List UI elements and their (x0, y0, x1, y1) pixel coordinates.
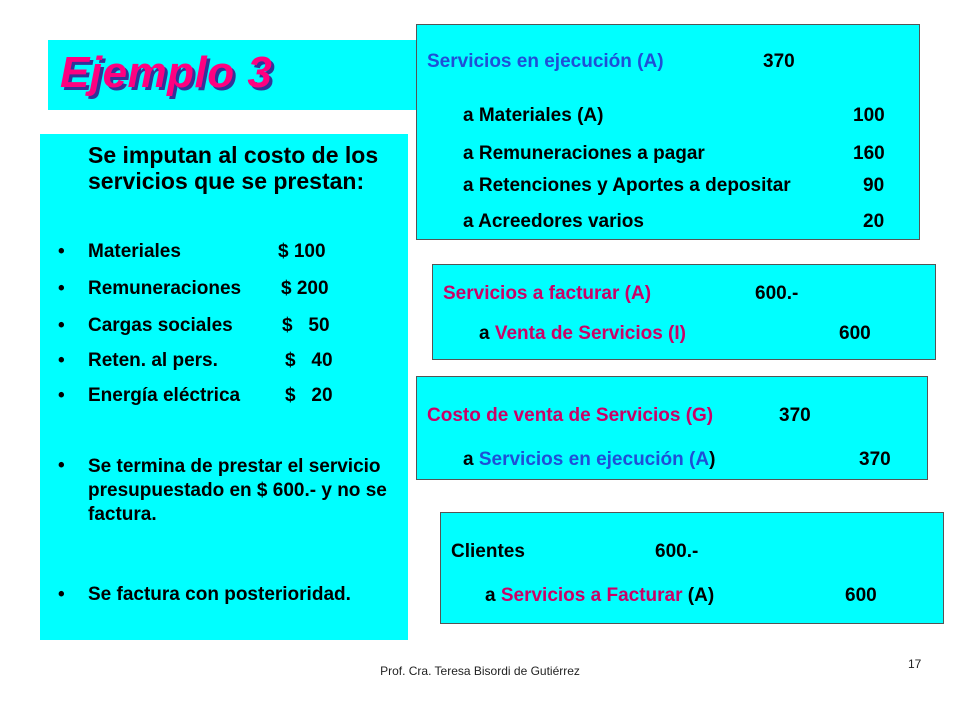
journal-entry-4 (440, 512, 944, 624)
credit-line-amount: 100 (853, 105, 885, 126)
credit-prefix: a (479, 323, 495, 344)
bullet-label: Energía eléctrica (88, 385, 241, 406)
footer-author: Prof. Cra. Teresa Bisordi de Gutiérrez (380, 664, 580, 678)
debit-account: Servicios a facturar (A) (443, 283, 652, 304)
bullet-label: Materiales (88, 241, 181, 262)
debit-account: Costo de venta de Servicios (G) (427, 405, 714, 426)
credit-suffix: ) (709, 449, 716, 470)
bullet-icon: • (58, 455, 65, 476)
credit-line (485, 585, 714, 607)
bullet-icon: • (58, 385, 65, 406)
debit-account: Clientes (451, 541, 525, 562)
credit-amount: 600 (845, 585, 877, 606)
bullet-icon: • (58, 278, 65, 299)
title-banner (48, 40, 416, 110)
bullet-amount: $ 50 (282, 315, 330, 336)
credit-account: Venta de Servicios (I) (494, 323, 686, 344)
bullet-label: Cargas sociales (88, 315, 233, 336)
bullet-icon: • (58, 315, 65, 336)
journal-entry-1 (416, 24, 920, 240)
bullet-amount: $ 100 (278, 241, 326, 262)
credit-line-label: a Materiales (A) (463, 105, 604, 126)
credit-prefix: a (463, 449, 479, 470)
credit-account: Servicios a Facturar (500, 585, 683, 606)
journal-entry-2 (432, 264, 936, 360)
credit-line-amount: 90 (863, 175, 885, 196)
credit-line-label: a Acreedores varios (463, 211, 644, 232)
bullet-paragraph: Se factura con posterioridad. (88, 584, 351, 605)
credit-line-label: a Retenciones y Aportes a depositar (463, 175, 791, 196)
credit-line-label: a Remuneraciones a pagar (463, 143, 705, 164)
bullet-icon: • (58, 241, 65, 262)
bullet-label: Remuneraciones (88, 278, 242, 299)
slide-title: Ejemplo 3 (60, 48, 273, 97)
bullet-amount: $ 20 (285, 385, 333, 406)
bullet-amount: $ 200 (281, 278, 329, 299)
bullet-amount: $ 40 (285, 350, 333, 371)
credit-account: Servicios en ejecución (A (478, 449, 710, 470)
credit-line (479, 323, 686, 345)
debit-amount: 370 (779, 405, 811, 426)
credit-prefix: a (485, 585, 501, 606)
credit-suffix: (A) (682, 585, 715, 606)
bullet-label: Reten. al pers. (88, 350, 218, 371)
intro-text: Se imputan al costo de los servicios que se prestan: (88, 142, 379, 194)
journal-entry-3 (416, 376, 928, 480)
bullet-icon: • (58, 350, 65, 371)
credit-amount: 370 (859, 449, 891, 470)
credit-line (463, 449, 715, 471)
debit-amount: 600.- (755, 283, 799, 304)
credit-line-amount: 20 (863, 211, 885, 232)
credit-amount: 600 (839, 323, 871, 344)
bullet-icon: • (58, 584, 65, 605)
page-number: 17 (908, 657, 922, 671)
left-panel (40, 134, 408, 640)
bullet-paragraph: Se termina de prestar el servicio presupuestado en $ 600.- y no se factura. (88, 456, 387, 525)
debit-amount: 600.- (655, 541, 699, 562)
debit-account: Servicios en ejecución (A) (427, 51, 664, 72)
debit-amount: 370 (763, 51, 795, 72)
credit-line-amount: 160 (853, 143, 885, 164)
